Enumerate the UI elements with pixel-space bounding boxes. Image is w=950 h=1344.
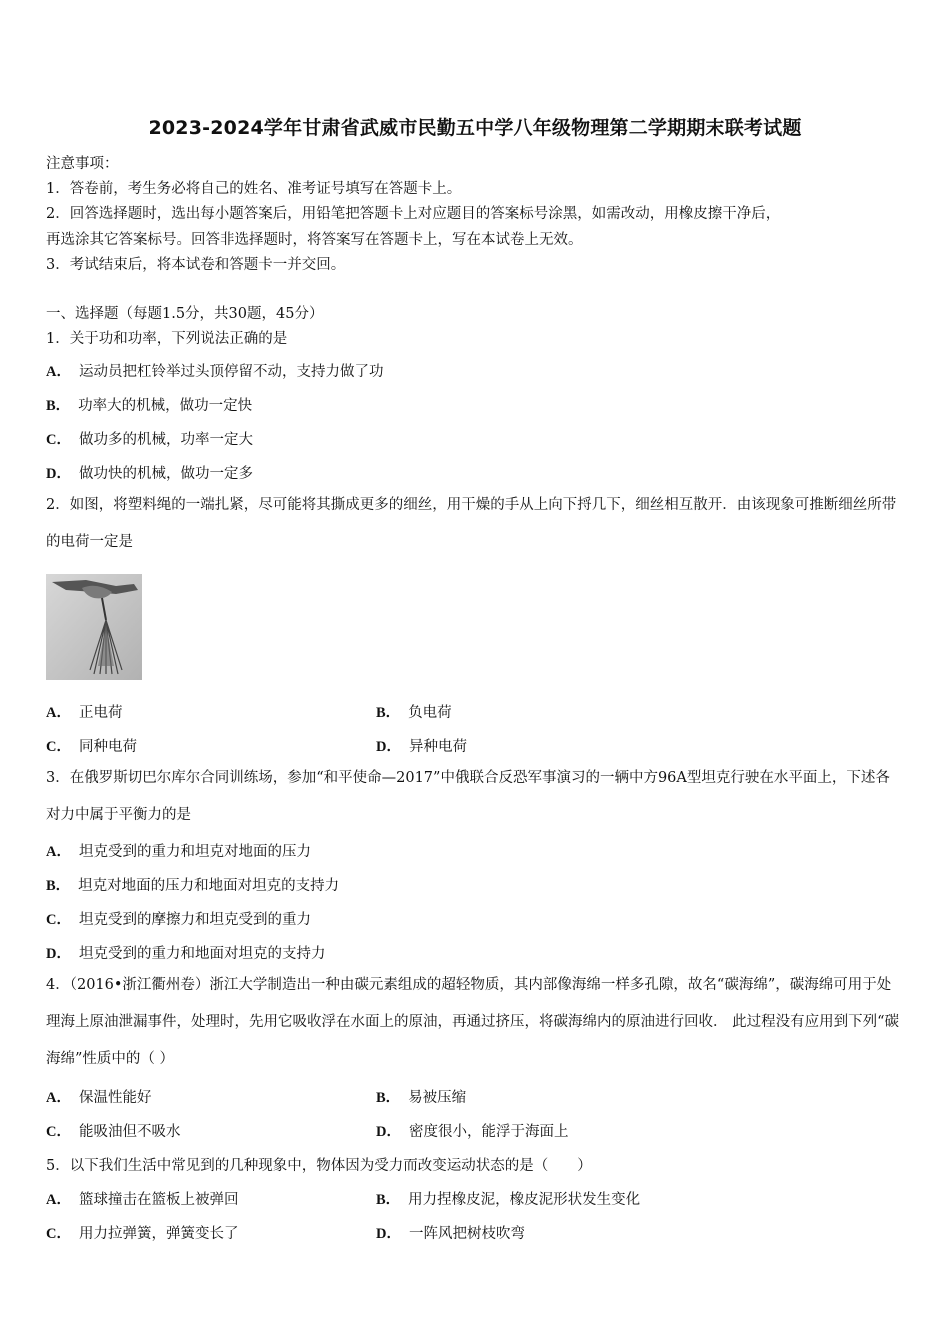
q4-option-a: A． 保温性能好 (46, 1090, 152, 1106)
q3-option-b: B． 坦克对地面的压力和地面对坦克的支持力 (46, 878, 340, 894)
notice-item-1: 1．答卷前，考生务必将自己的姓名、准考证号填写在答题卡上。 (46, 181, 462, 197)
notice-item-2-cont: 再选涂其它答案标号。回答非选择题时，将答案写在答题卡上，写在本试卷上无效。 (46, 232, 583, 248)
notice-heading: 注意事项： (46, 156, 119, 172)
q5-option-d: D． 一阵风把树枝吹弯 (376, 1226, 525, 1242)
q1-option-d: D． 做功快的机械，做功一定多 (46, 466, 253, 482)
q2-option-d: D． 异种电荷 (376, 739, 467, 755)
notice-item-3: 3．考试结束后，将本试卷和答题卡一并交回。 (46, 257, 346, 273)
q4-option-b: B． 易被压缩 (376, 1090, 467, 1106)
q3-stem: 3．在俄罗斯切巴尔库尔合同训练场，参加“和平使命—2017”中俄联合反恐军事演习的一辆中方96A型坦克行驶在水平面上，下述各对力中属于平衡力的是 (46, 770, 890, 823)
q5-option-b: B． 用力捏橡皮泥，橡皮泥形状发生变化 (376, 1192, 641, 1208)
q5-stem: 5．以下我们生活中常见到的几种现象中，物体因为受力而改变运动状态的是（ ） (46, 1158, 592, 1174)
section-heading: 一、选择题（每题1.5分，共30题，45分） (46, 306, 324, 322)
q2-option-c: C． 同种电荷 (46, 739, 137, 755)
q3-option-c: C． 坦克受到的摩擦力和坦克受到的重力 (46, 912, 311, 928)
q3-option-a: A． 坦克受到的重力和坦克对地面的压力 (46, 844, 311, 860)
q1-option-a: A． 运动员把杠铃举过头顶停留不动，支持力做了功 (46, 364, 384, 380)
q4-option-d: D． 密度很小，能浮于海面上 (376, 1124, 569, 1140)
q5-option-a: A． 篮球撞击在篮板上被弹回 (46, 1192, 239, 1208)
q2-option-a: A． 正电荷 (46, 705, 123, 721)
q2-option-b: B． 负电荷 (376, 705, 452, 721)
notice-item-2: 2．回答选择题时，选出每小题答案后，用铅笔把答题卡上对应题目的答案标号涂黑，如需改动，用橡皮擦干净后， (46, 206, 781, 222)
exam-title: 2023-2024学年甘肃省武威市民勤五中学八年级物理第二学期期末联考试题 (148, 117, 802, 139)
q5-option-c: C． 用力拉弹簧，弹簧变长了 (46, 1226, 239, 1242)
q4-stem: 4．（2016•浙江衢州卷）浙江大学制造出一种由碳元素组成的超轻物质，其内部像海绵一样多孔隙，故名“碳海绵”，碳海绵可用于处理海上原油泄漏事件，处理时，先用它吸收浮在水面上的原油，再通过挤压，将碳海绵内的原油进行回收． 此过程没有应用到下列“碳海绵”性质中的（ ） (46, 977, 900, 1067)
q1-option-b: B． 功率大的机械，做功一定快 (46, 398, 253, 414)
q1-option-c: C． 做功多的机械，功率一定大 (46, 432, 253, 448)
plastic-strings-figure (46, 574, 142, 680)
q1-stem: 1．关于功和功率，下列说法正确的是 (46, 331, 288, 347)
q4-option-c: C． 能吸油但不吸水 (46, 1124, 181, 1140)
q3-option-d: D． 坦克受到的重力和地面对坦克的支持力 (46, 946, 326, 962)
q2-stem: 2．如图，将塑料绳的一端扎紧，尽可能将其撕成更多的细丝，用干燥的手从上向下捋几下，细丝相互散开．由该现象可推断细丝所带的电荷一定是 (46, 497, 897, 550)
